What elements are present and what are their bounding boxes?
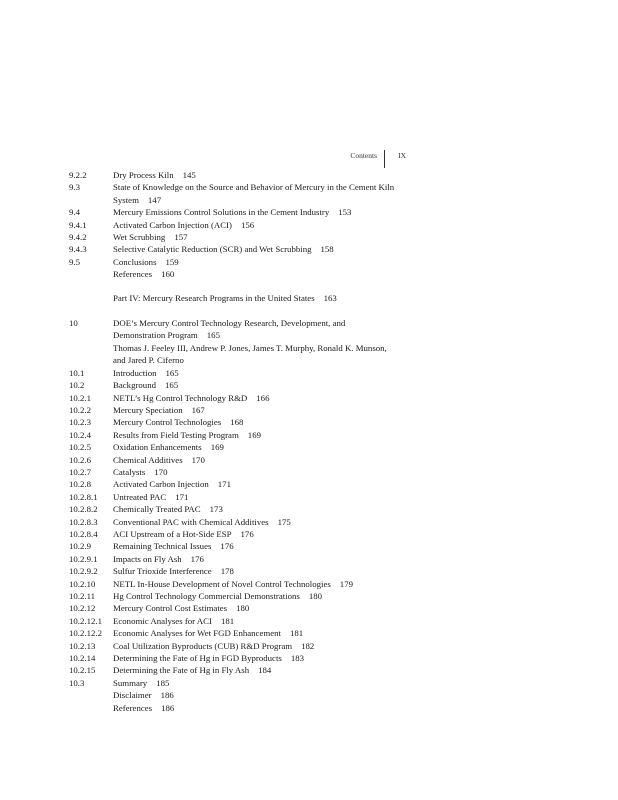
toc-entry — [69, 503, 399, 515]
toc-entry — [69, 602, 399, 614]
toc-entry-number: 10.2.12.2 — [69, 628, 102, 639]
toc-entry-title: Wet Scrubbing — [113, 232, 166, 243]
toc-entry — [69, 553, 399, 565]
toc-entry — [69, 429, 399, 441]
toc-entry-title: Background — [113, 380, 156, 391]
toc-entry — [69, 664, 399, 676]
toc-entry — [69, 540, 399, 552]
running-head-page-number: IX — [398, 151, 406, 160]
running-head — [340, 150, 406, 168]
toc-entry-number — [69, 268, 113, 280]
toc-entry-page: 180 — [308, 591, 323, 601]
part-page: 163 — [323, 292, 337, 303]
toc-entry-page: 171 — [217, 479, 231, 490]
toc-entry-page: 182 — [301, 640, 315, 651]
toc-entry-title: NETL’s Hg Control Technology R&D — [113, 392, 248, 403]
toc-entry-title: Economic Analyses for Wet FGD Enhancement — [113, 628, 281, 639]
toc-entry-number: 10.2.14 — [69, 653, 96, 664]
toc-entry-number: 10.2.9.2 — [69, 566, 98, 577]
toc-entry — [69, 516, 399, 528]
toc-entry-title: Mercury Control Technologies — [113, 417, 222, 428]
toc-entry-page: 180 — [236, 603, 250, 614]
toc-entry-page: 166 — [256, 392, 270, 403]
toc-entry-number: 10.2.1 — [69, 392, 91, 403]
toc-entry-number: 9.5 — [69, 256, 80, 267]
toc-entry — [69, 441, 399, 453]
toc-entry — [69, 491, 399, 503]
toc-entry-title: Selective Catalytic Reduction (SCR) and Wet Scrubbing — [113, 244, 312, 255]
toc-entry-title: Determining the Fate of Hg in FGD Byproducts — [113, 653, 282, 664]
toc-entry-page: 186 — [160, 690, 174, 701]
running-head-label: Contents — [350, 151, 377, 160]
toc-entry — [69, 268, 399, 280]
toc-entry — [69, 181, 399, 206]
toc-entry-title: Chemical Additives — [113, 454, 183, 465]
toc-entry-title: Remaining Technical Issues — [113, 541, 212, 552]
toc-entry-page: 181 — [220, 615, 235, 626]
toc-entry-number: 10.3 — [69, 677, 85, 688]
toc-entry-title: Introduction — [113, 367, 157, 378]
toc-entry-page: 159 — [165, 256, 179, 267]
toc-entry — [69, 578, 399, 590]
toc-entry — [69, 590, 399, 602]
toc-entry — [69, 379, 399, 391]
toc-entry — [69, 219, 399, 231]
toc-entry — [69, 256, 399, 268]
toc-entry-number: 10.2.13 — [69, 640, 96, 651]
toc-entry-title: Summary — [113, 677, 148, 688]
toc-entry — [69, 466, 399, 478]
toc-entry — [69, 367, 399, 379]
toc-entry-number: 10.2.10 — [69, 578, 96, 589]
toc-entry-page: 173 — [209, 504, 223, 515]
toc-entry-number: 10.2.11 — [69, 591, 96, 601]
toc-entry-number: 9.4.1 — [69, 219, 87, 230]
toc-entry-page: 170 — [154, 466, 168, 477]
toc-entry-page: 175 — [277, 516, 291, 527]
toc-entry-number: 10.2.3 — [69, 417, 91, 428]
toc-entry-title: State of Knowledge on the Source and Behavior of Mercury in the Cement Kiln System — [113, 182, 395, 205]
toc-entry-title: Activated Carbon Injection (ACI) — [113, 219, 232, 230]
toc-entry-title: Mercury Emissions Control Solutions in the Cement Industry — [113, 207, 330, 218]
toc-entry-number: 9.4.3 — [69, 244, 87, 255]
toc-entry-page: 186 — [161, 702, 175, 713]
toc-entry — [69, 392, 399, 404]
chapter-authors: Thomas J. Feeley III, Andrew P. Jones, James T. Murphy, Ronald K. Munson, and Jared P. Ciferno — [113, 342, 387, 366]
toc-entry-page: 147 — [147, 194, 162, 205]
toc-entry-page: 167 — [191, 404, 205, 415]
toc-entry-title: Results from Field Testing Program — [113, 429, 239, 440]
toc-entry-number — [69, 689, 113, 701]
toc-entry-title: Mercury Speciation — [113, 404, 183, 415]
toc-entry-title: Coal Utilization Byproducts (CUB) R&D Program — [113, 640, 293, 651]
toc-entry-number: 10.2.12 — [69, 603, 96, 614]
part-heading — [69, 292, 399, 304]
toc-entry-number: 10.2.12.1 — [69, 615, 102, 626]
toc-entry-number: 10.1 — [69, 367, 85, 378]
toc-entry-title: Untreated PAC — [113, 491, 167, 502]
toc-entry-title: Economic Analyses for ACI — [113, 615, 212, 626]
toc-entry-title: References — [113, 269, 153, 280]
toc-entry-title: References — [113, 702, 153, 713]
toc-entry — [69, 206, 399, 218]
toc-entry — [69, 454, 399, 466]
toc-entry-page: 176 — [240, 528, 254, 539]
toc-entry-number: 10.2.8.1 — [69, 491, 98, 502]
toc-entry — [69, 416, 399, 428]
toc-entry — [69, 640, 399, 652]
toc-entry-number: 10.2.2 — [69, 404, 91, 415]
toc-entry-title: NETL In-House Development of Novel Control Technologies — [113, 578, 331, 589]
toc-entry-page: 156 — [240, 219, 255, 230]
chapter-title: DOE’s Mercury Control Technology Research, Development, and Demonstration Program — [113, 318, 346, 341]
toc-entry-page: 176 — [190, 553, 204, 564]
toc-entry-number: 9.2.2 — [69, 170, 87, 180]
toc-entry-title: Conclusions — [113, 256, 157, 267]
toc-entry-number: 10.2.7 — [69, 466, 91, 477]
toc-entry-number: 10.2.8.2 — [69, 504, 98, 515]
toc-entry — [69, 615, 399, 627]
toc-entry-number: 10.2.15 — [69, 665, 96, 676]
toc-entry-number: 9.4 — [69, 207, 80, 218]
toc-entry-page: 160 — [161, 269, 175, 280]
running-head-divider — [384, 150, 385, 168]
toc-entry-title: Catalysts — [113, 466, 146, 477]
toc-entry-number: 10.2.9 — [69, 541, 91, 552]
toc-entry-page: 178 — [220, 566, 234, 577]
toc-entry-page: 157 — [174, 232, 188, 243]
toc-entry-title: Dry Process Kiln — [113, 170, 174, 180]
toc-entry-title: Impacts on Fly Ash — [113, 553, 182, 564]
toc-entry-page: 153 — [338, 207, 352, 218]
toc-entry — [69, 528, 399, 540]
toc-entry-number: 10.2.4 — [69, 429, 91, 440]
toc-entry-page: 170 — [191, 454, 205, 465]
toc-entry-title: Disclaimer — [113, 690, 152, 701]
toc-entry-page: 185 — [156, 677, 170, 688]
toc-entry-number — [69, 702, 113, 714]
toc-entry-page: 165 — [165, 380, 179, 391]
toc-entry-number: 10.2.8.3 — [69, 516, 98, 527]
toc-entry-number: 10.2.9.1 — [69, 553, 98, 564]
toc-entry-number: 10.2 — [69, 380, 85, 391]
toc-entry-title: Activated Carbon Injection — [113, 479, 209, 490]
toc-entry-number: 10.2.8.4 — [69, 528, 98, 539]
toc-entry-number: 9.3 — [69, 182, 80, 193]
toc-entry-page: 158 — [320, 244, 334, 255]
table-of-contents — [69, 169, 399, 714]
toc-entry-page: 169 — [247, 429, 261, 440]
toc-entry-number: 10.2.5 — [69, 442, 91, 453]
toc-entry-title: Hg Control Technology Commercial Demonstrations — [113, 591, 300, 601]
toc-entry-page: 183 — [290, 653, 305, 664]
toc-entry-number: 10.2.8 — [69, 479, 91, 490]
toc-entry — [69, 169, 399, 181]
chapter-number: 10 — [69, 318, 78, 329]
toc-entry — [69, 689, 399, 701]
toc-entry-title: Oxidation Enhancements — [113, 442, 202, 453]
toc-entry — [69, 243, 399, 255]
toc-entry-page: 168 — [230, 417, 244, 428]
toc-entry-page: 179 — [339, 578, 353, 589]
part-title: Part IV: Mercury Research Programs in the United States — [113, 292, 315, 303]
toc-entry-page: 181 — [289, 628, 304, 639]
toc-entry — [69, 404, 399, 416]
toc-entry-title: Conventional PAC with Chemical Additives — [113, 516, 269, 527]
toc-entry-title: Chemically Treated PAC — [113, 504, 201, 515]
toc-entry-title: Sulfur Trioxide Interference — [113, 566, 212, 577]
toc-entry-page: 165 — [165, 367, 179, 378]
toc-entry-number: 10.2.6 — [69, 454, 91, 465]
chapter-entry — [69, 317, 399, 367]
chapter-page: 165 — [206, 330, 220, 341]
toc-entry-title: Determining the Fate of Hg in Fly Ash — [113, 665, 250, 676]
toc-entry-title: Mercury Control Cost Estimates — [113, 603, 228, 614]
toc-entry — [69, 478, 399, 490]
toc-entry — [69, 677, 399, 689]
toc-entry-page: 145 — [182, 170, 196, 180]
toc-entry — [69, 627, 399, 639]
toc-entry-title: ACI Upstream of a Hot-Side ESP — [113, 528, 232, 539]
toc-entry-page: 176 — [220, 541, 234, 552]
toc-entry — [69, 652, 399, 664]
toc-entry — [69, 565, 399, 577]
toc-entry-page: 184 — [258, 665, 272, 676]
toc-entry-number: 9.4.2 — [69, 232, 87, 243]
toc-entry — [69, 231, 399, 243]
toc-entry-page: 169 — [210, 442, 224, 453]
toc-entry — [69, 702, 399, 714]
toc-entry-page: 171 — [175, 491, 189, 502]
